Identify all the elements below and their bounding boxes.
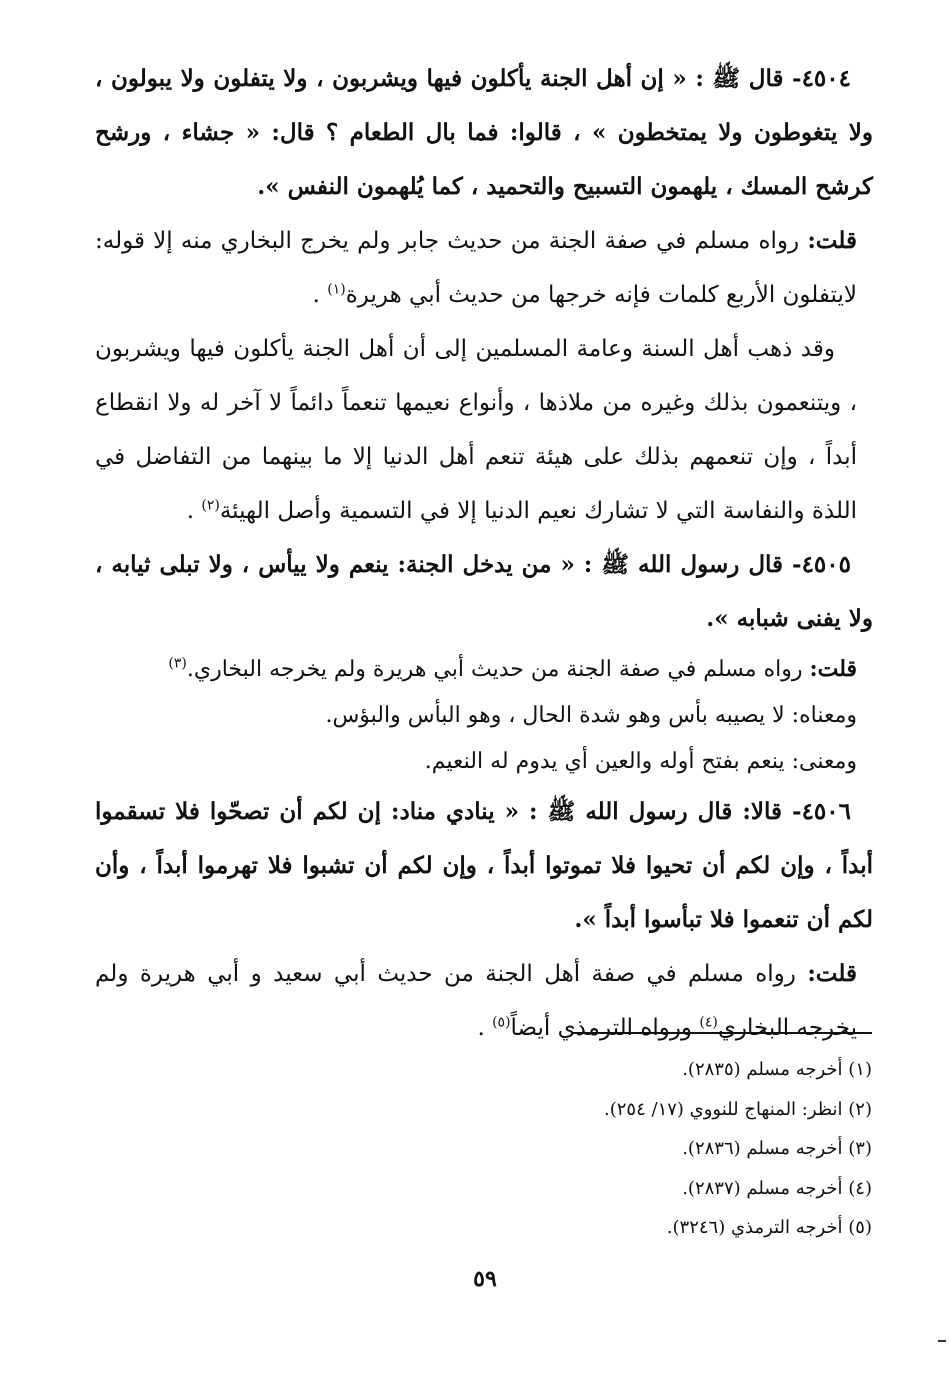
- comment-text: رواه مسلم في صفة الجنة من حديث جابر ولم يخرج البخاري منه إلا قوله: لايتفلون الأربع كلمات فإنه خرجها من حديث أبي هريرة: [95, 228, 857, 308]
- footnote-ref-3: (٣): [168, 655, 187, 672]
- page-body: [95, 52, 873, 1055]
- footnote-separator: [572, 1032, 872, 1034]
- footnote-ref-2: (٢): [201, 497, 220, 514]
- hadith-4505: ٤٥٠٥- قال رسول الله ﷺ : « من يدخل الجنة: ينعم ولا ييأس ، ولا تبلى ثيابه ، ولا يفنى شبابه ».: [95, 551, 873, 632]
- meaning-line-2: ومعنى: ينعم بفتح أوله والعين أي يدوم له النعيم.: [424, 749, 857, 774]
- qultu-label: قلت:: [809, 656, 857, 682]
- footnote-4: (٤) أخرجه مسلم (٢٨٣٧).: [682, 1177, 872, 1199]
- footnote-ref-5: (٥): [492, 1014, 511, 1031]
- comment-text-a: رواه مسلم في صفة أهل الجنة من حديث أبي سعيد و أبي هريرة ولم يخرجه البخاري: [95, 961, 857, 1041]
- qultu-label: قلت:: [807, 960, 857, 987]
- comment-end: .: [477, 1015, 493, 1041]
- comment-4504: [95, 214, 873, 322]
- explanation-paragraph: [95, 322, 873, 538]
- footnote-ref-4: (٤): [699, 1014, 718, 1031]
- footnotes-list: [372, 1050, 872, 1248]
- footnote-5: (٥) أخرجه الترمذي (٣٢٤٦).: [666, 1217, 872, 1238]
- comment-4505: [95, 646, 873, 693]
- explanation-text: وقد ذهب أهل السنة وعامة المسلمين إلى أن أهل الجنة يأكلون فيها ويشربون ، ويتنعمون بذلك وغيره من ملاذها ، وأنواع نعيمها تنعماً دائماً لا آخر له ولا انقطاع أبداً ، وإن تنعمهم بذلك على هيئة تنعم أهل الدنيا إلا ما بينهما من التفاضل في اللذة والنفاسة التي لا تشارك نعيم الدنيا إلا في التسمية وأصل الهيئة: [95, 336, 857, 524]
- explanation-end: .: [186, 498, 202, 524]
- comment-4506: [95, 947, 873, 1055]
- footnote-ref-1: (١): [327, 281, 346, 298]
- comment-end: .: [312, 282, 328, 308]
- hadith-4504: ٤٥٠٤- قال ﷺ : « إن أهل الجنة يأكلون فيها ويشربون ، ولا يتفلون ولا يبولون ، ولا يتغوطون ولا يمتخطون » ، قالوا: فما بال الطعام ؟ قال: « جشاء ، ورشح كرشح المسك ، يلهمون التسبيح والتحميد ، كما يُلهمون النفس ».: [95, 65, 873, 200]
- comment-text: رواه مسلم في صفة الجنة من حديث أبي هريرة ولم يخرجه البخاري.: [186, 657, 810, 682]
- meaning-line-1: ومعناه: لا يصيبه بأس وهو شدة الحال ، وهو البأس والبؤس.: [325, 703, 857, 728]
- hadith-4506: ٤٥٠٦- قالا: قال رسول الله ﷺ : « ينادي مناد: إن لكم أن تصحّوا فلا تسقموا أبداً ، وإن لكم أن تحيوا فلا تموتوا أبداً ، وإن لكم أن تشبوا فلا تهرموا أبداً ، وأن لكم أن تنعموا فلا تبأسوا أبداً ».: [95, 798, 873, 933]
- footnote-1: (١) أخرجه مسلم (٢٨٣٥).: [682, 1059, 872, 1080]
- qultu-label: قلت:: [807, 227, 857, 254]
- comment-text-b: ورواه الترمذي أيضاً: [510, 1015, 700, 1041]
- scan-edge-mark: [938, 1340, 946, 1342]
- footnote-3: (٣) أخرجه مسلم (٢٨٣٦).: [682, 1138, 872, 1159]
- page-number: ٥٩: [473, 1266, 497, 1292]
- footnote-2: (٢) انظر: المنهاج للنووي (١٧/ ٢٥٤).: [604, 1098, 872, 1120]
